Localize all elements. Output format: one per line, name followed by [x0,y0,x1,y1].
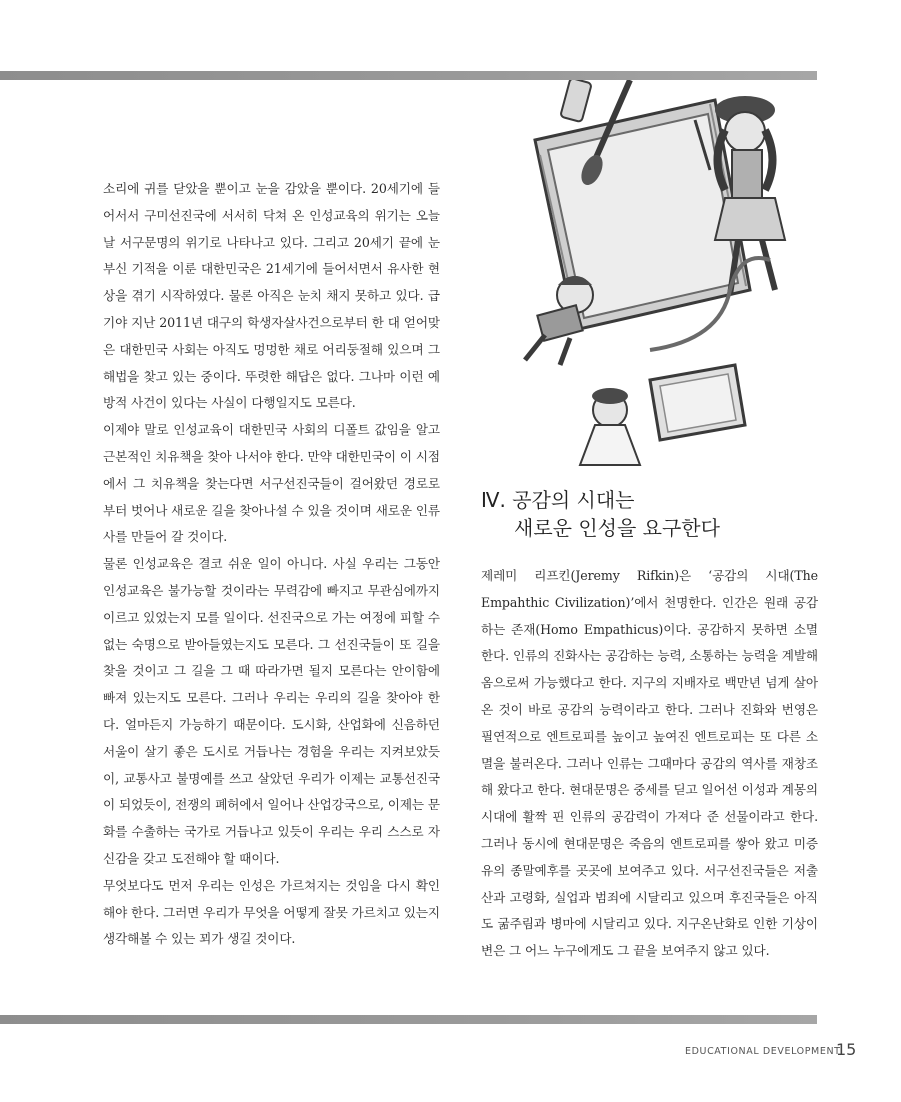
right-column [481,563,818,965]
paragraph: 제레미 리프킨(Jeremy Rifkin)은 ‘공감의 시대(The Empahthic Civilization)’에서 천명한다. 인간은 원래 공감하는 존재(Homo Empathicus)이다. 공감하지 못하면 소멸한다. 인류의 진화사는 공감하는 능력, 소통하는 능력을 계발해옴으로써 가능했다고 한다. 지구의 지배자로 백만년 넘게 살아 온 것이 바로 공감의 능력이라고 한다. 그러나 진화와 번영은 필연적으로 엔트로피를 높이고 높여진 엔트로피는 또 다른 소멸을 불러온다. 그러나 인류는 그때마다 공감의 역사를 재창조해 왔다고 한다. 현대문명은 중세를 딛고 일어선 이성과 계몽의 시대에 활짝 핀 인류의 공감력이 가져다 준 선물이라고 한다. 그러나 동시에 현대문명은 죽음의 엔트로피를 쌓아 왔고 미증유의 종말예후를 곳곳에 보여주고 있다. 서구선진국들은 저출산과 고령화, 실업과 범죄에 시달리고 있으며 후진국들은 아직도 굶주림과 병마에 시달리고 있다. 지구온난화로 인한 기상이변은 그 어느 누구에게도 그 끝을 보여주지 않고 있다. [481,568,818,959]
children-painting-frame-illustration [500,80,820,480]
section-number: Ⅳ. [481,488,506,512]
section-heading [481,486,821,542]
paragraph: 무엇보다도 먼저 우리는 인성은 가르쳐지는 것임을 다시 확인해야 한다. 그러면 우리가 무엇을 어떻게 잘못 가르치고 있는지 생각해볼 수 있는 꾀가 생길 것이다. [103,877,440,947]
paragraph: 소리에 귀를 닫았을 뿐이고 눈을 감았을 뿐이다. 20세기에 들어서서 구미선진국에 서서히 닥쳐 온 인성교육의 위기는 오늘날 서구문명의 위기로 나타나고 있다. 그리고 20세기 끝에 눈부신 기적을 이룬 대한민국은 21세기에 들어서면서 유사한 현상을 겪기 시작하였다. 물론 아직은 눈치 채지 못하고 있다. 급기야 지난 2011년 대구의 학생자살사건으로부터 한 대 얻어맞은 대한민국 사회는 아직도 멍멍한 채로 어리둥절해 있으며 그 해법을 찾고 있는 중이다. 뚜렷한 해답은 없다. 그나마 이런 예방적 사건이 있다는 사실이 다행일지도 모른다. [103,181,440,411]
left-column [103,176,440,953]
top-rule [0,71,817,80]
paragraph: 이제야 말로 인성교육이 대한민국 사회의 디폴트 값임을 알고 근본적인 치유책을 찾아 나서야 한다. 만약 대한민국이 이 시점에서 그 치유책을 찾는다면 서구선진국들이 걸어왔던 경로로부터 벗어나 새로운 길을 찾아나설 수 있을 것이며 새로운 인류사를 만들어 갈 것이다. [103,422,440,545]
section-title-line1: 공감의 시대는 [512,488,635,512]
bottom-rule [0,1015,817,1024]
paragraph: 물론 인성교육은 결코 쉬운 일이 아니다. 사실 우리는 그동안 인성교육은 불가능할 것이라는 무력감에 빠지고 무관심에까지 이르고 있었는지 모를 일이다. 선진국으로 가는 여정에 피할 수 없는 숙명으로 받아들였는지도 모른다. 그 선진국들이 또 길을 찾을 것이고 그 길을 그 때 따라가면 될지 모른다는 안이함에 빠져 있는지도 모른다. 그러나 우리는 우리의 길을 찾아야 한다. 얼마든지 가능하기 때문이다. 도시화, 산업화에 신음하던 서울이 살기 좋은 도시로 거듭나는 경험을 우리는 지켜보았듯이, 교통사고 불명예를 쓰고 살았던 우리가 이제는 교통선진국이 되었듯이, 전쟁의 폐허에서 일어나 산업강국으로, 이제는 문화를 수출하는 국가로 거듭나고 있듯이 우리는 우리 스스로 자신감을 갖고 도전해야 할 때이다. [103,556,440,866]
page-number: 15 [836,1040,857,1059]
section-title-line2: 새로운 인성을 요구한다 [514,516,720,540]
footer-label: EDUCATIONAL DEVELOPMENT [685,1046,841,1057]
